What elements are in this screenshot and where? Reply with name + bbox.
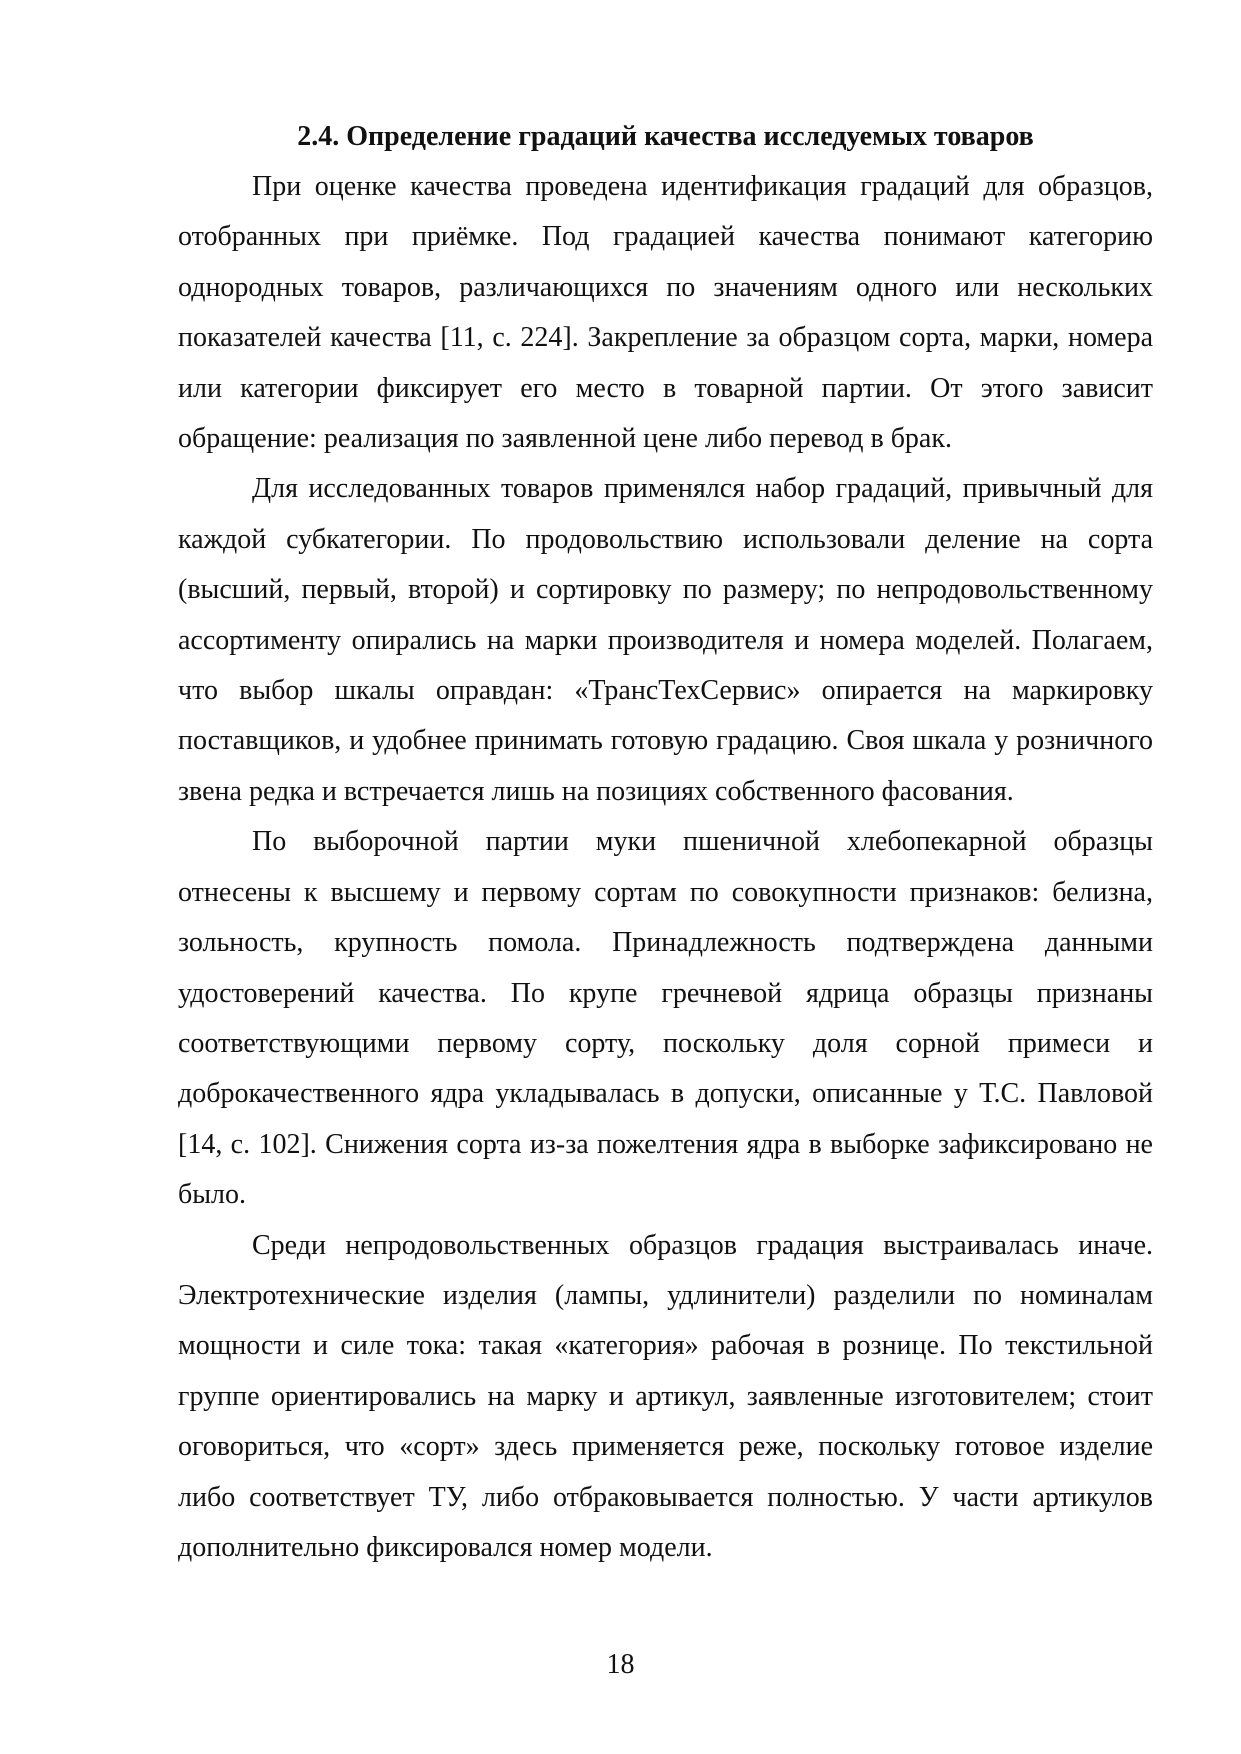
paragraph-4: Среди непродовольственных образцов градация выстраивалась иначе. Электротехнические изделия (лампы, удлинители) разделили по номиналам мощности и силе тока: такая «категория» рабочая в рознице. По текстильной группе ориентировались на марку и артикул, заявленные изготовителем; стоит оговориться, что «сорт» здесь применяется реже, поскольку готовое изделие либо соответствует ТУ, либо отбраковывается полностью. У части артикулов дополнительно фиксировался номер модели. [178, 1229, 1153, 1563]
paragraph-1: При оценке качества проведена идентификация градаций для образцов, отобранных при приёмке. Под градацией качества понимают категорию однородных товаров, различающихся по значениям одного или нескольких показателей качества [11, с. 224]. Закрепление за образцом сорта, марки, номера или категории фиксирует его место в товарной партии. От этого зависит обращение: реализация по заявленной цене либо перевод в брак. [178, 171, 1153, 455]
paragraph-3: По выборочной партии муки пшеничной хлебопекарной образцы отнесены к высшему и первому сортам по совокупности признаков: белизна, зольность, крупность помола. Принадлежность подтверждена данными удостоверений качества. По крупе гречневой ядрица образцы признаны соответствующими первому сорту, поскольку доля сорной примеси и доброкачественного ядра укладывалась в допуски, описанные у Т.С. Павловой [14, с. 102]. Снижения сорта из-за пожелтения ядра в выборке зафиксировано не было. [178, 826, 1153, 1211]
page-body [178, 112, 1153, 1573]
paragraph-2: Для исследованных товаров применялся набор градаций, привычный для каждой субкатегории. По продовольствию использовали деление на сорта (высший, первый, второй) и сортировку по размеру; по непродовольственному ассортименту опирались на марки производителя и номера моделей. Полагаем, что выбор шкалы оправдан: «ТрансТехСервис» опирается на маркировку поставщиков, и удобнее принимать готовую градацию. Своя шкала у розничного звена редка и встречается лишь на позициях собственного фасования. [178, 473, 1153, 807]
section-heading: 2.4. Определение градаций качества исследуемых товаров [297, 121, 1034, 152]
page-number: 18 [606, 1649, 635, 1680]
